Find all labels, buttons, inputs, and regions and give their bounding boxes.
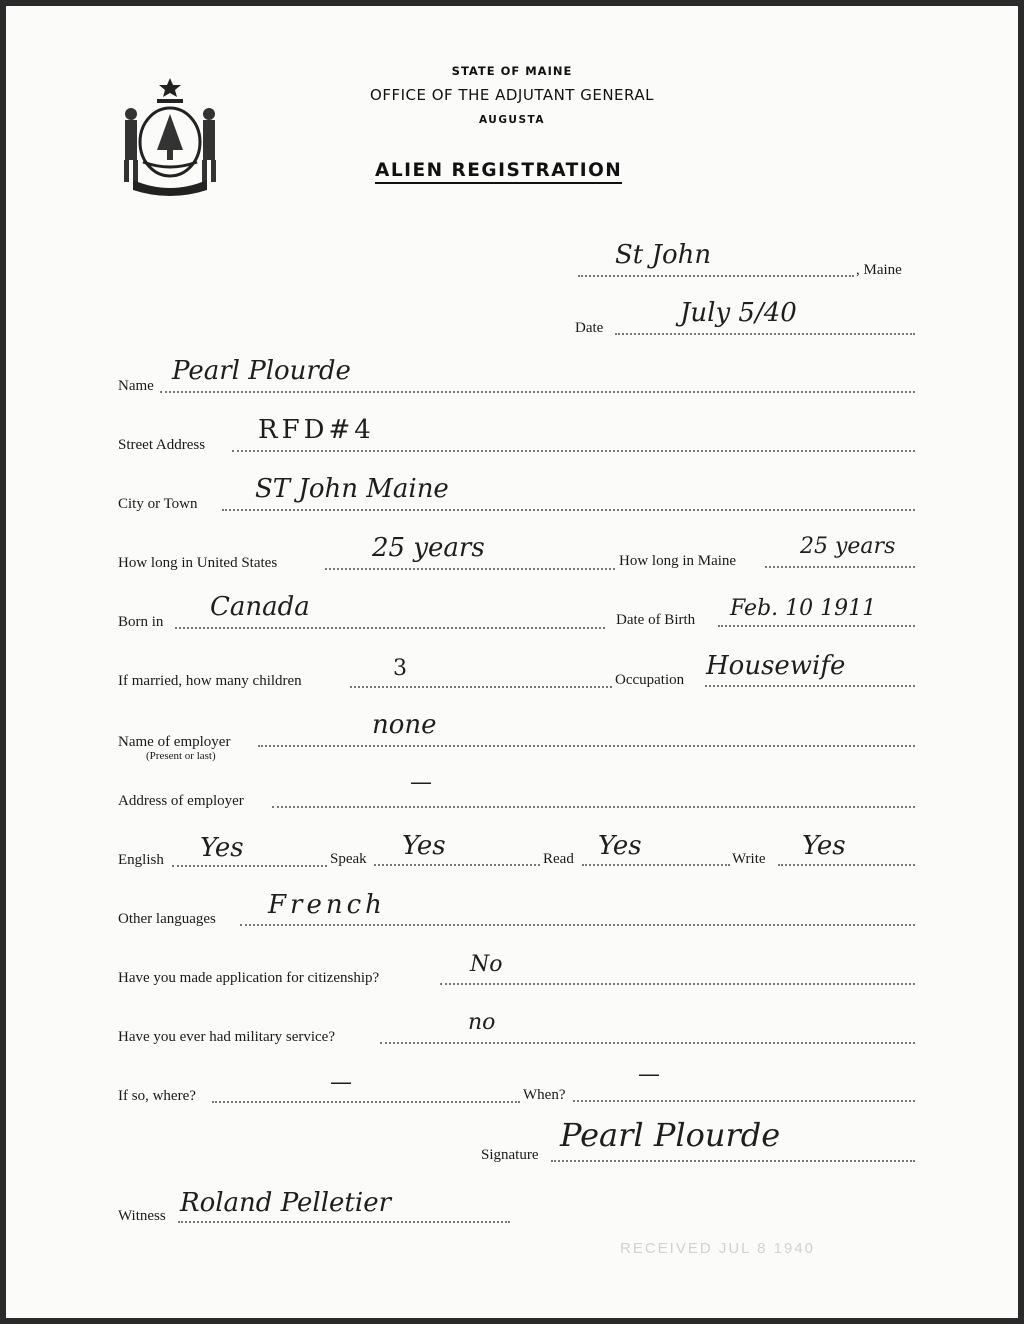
form-sheet [6, 6, 1018, 1318]
signature-line [551, 1160, 915, 1162]
english-line [172, 865, 327, 867]
employer-address-label: Address of employer [118, 793, 244, 809]
date-label: Date [575, 320, 604, 336]
other-languages-value: French [268, 890, 386, 920]
english-label: English [118, 852, 164, 868]
born-in-label: Born in [118, 614, 164, 630]
how-long-maine-value: 25 years [800, 534, 896, 559]
employer-sublabel: (Present or last) [146, 750, 216, 762]
speak-line [374, 864, 540, 866]
dob-label: Date of Birth [616, 612, 696, 628]
occupation-line [705, 685, 915, 687]
street-line [232, 450, 915, 452]
header-office: OFFICE OF THE ADJUTANT GENERAL [370, 86, 654, 104]
witness-label: Witness [118, 1208, 166, 1224]
when-value: — [638, 1062, 660, 1087]
witness-line [178, 1221, 510, 1223]
employer-line [258, 745, 915, 747]
city-label: City or Town [118, 496, 198, 512]
military-line [380, 1042, 915, 1044]
speak-label: Speak [330, 851, 367, 867]
employer-address-line [272, 806, 915, 808]
citizenship-value: No [470, 952, 503, 977]
how-long-maine-line [765, 566, 915, 568]
other-languages-line [240, 924, 915, 926]
town-line [578, 275, 854, 277]
citizenship-label: Have you made application for citizenship? [118, 970, 380, 986]
employer-value: none [372, 710, 437, 740]
how-long-maine-label: How long in Maine [619, 553, 737, 569]
name-value: Pearl Plourde [172, 356, 351, 386]
form-title: ALIEN REGISTRATION [375, 160, 622, 184]
read-value: Yes [598, 831, 642, 861]
header-city: AUGUSTA [478, 114, 545, 126]
military-label: Have you ever had military service? [118, 1029, 335, 1045]
employer-address-value: — [410, 770, 432, 795]
maine-label: , Maine [856, 262, 902, 278]
street-label: Street Address [118, 437, 206, 453]
children-label: If married, how many children [118, 673, 302, 689]
citizenship-line [440, 983, 915, 985]
born-in-value: Canada [210, 592, 310, 622]
occupation-label: Occupation [615, 672, 685, 688]
how-long-us-label: How long in United States [118, 555, 278, 571]
city-value: ST John Maine [255, 474, 449, 504]
employer-label: Name of employer [118, 734, 231, 750]
where-line [212, 1101, 520, 1103]
dob-line [718, 625, 915, 627]
signature-label: Signature [481, 1147, 539, 1163]
read-label: Read [543, 851, 574, 867]
name-label: Name [118, 378, 154, 394]
how-long-us-line [325, 568, 615, 570]
town-value: St John [615, 240, 712, 270]
write-value: Yes [802, 831, 846, 861]
city-line [222, 509, 915, 511]
write-line [778, 864, 915, 866]
how-long-us-value: 25 years [372, 533, 485, 563]
children-value: 3 [393, 656, 407, 681]
occupation-value: Housewife [706, 651, 846, 681]
header-state: STATE OF MAINE [451, 64, 573, 78]
when-line [573, 1100, 915, 1102]
when-label: When? [523, 1087, 566, 1103]
date-line [615, 333, 915, 335]
signature-value: Pearl Plourde [560, 1116, 781, 1154]
speak-value: Yes [402, 831, 446, 861]
name-line [160, 391, 915, 393]
other-languages-label: Other languages [118, 911, 216, 927]
write-label: Write [732, 851, 766, 867]
english-value: Yes [200, 833, 244, 863]
where-label: If so, where? [118, 1088, 196, 1104]
born-in-line [175, 627, 605, 629]
street-value: RFD#4 [258, 415, 375, 445]
military-value: no [468, 1010, 496, 1035]
children-line [350, 686, 612, 688]
read-line [582, 864, 730, 866]
witness-value: Roland Pelletier [180, 1188, 392, 1218]
received-stamp: RECEIVED JUL 8 1940 [620, 1240, 816, 1257]
date-value: July 5/40 [680, 298, 797, 328]
where-value: — [330, 1070, 352, 1095]
dob-value: Feb. 10 1911 [730, 596, 877, 621]
